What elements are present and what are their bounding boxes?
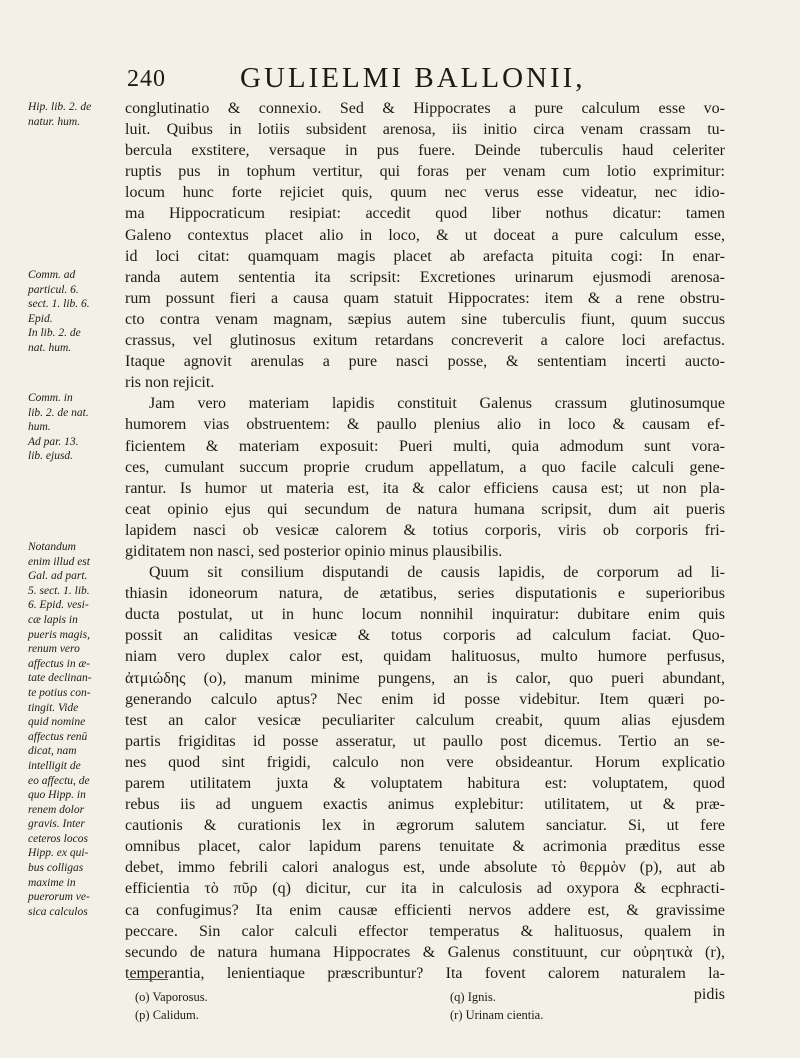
text-line: possit an caliditas vesicæ & totus corporis ad calculum faciat. Quo- [125,627,725,645]
text-line: ἀτμιώδης (o), manum minime pungens, an is calor, quo pueri abundant, [125,669,725,687]
text-line: Quum sit consilium disputandi de causis lapidis, de corporum ad li- [149,564,725,582]
margin-note-line: affectus renū [28,730,88,743]
margin-note-line: quid nomine [28,716,86,729]
text-line: Jam vero materiam lapidis constituit Galenus crassum glutinosumque [149,395,725,413]
margin-note-line: renem dolor [28,803,85,816]
margin-note-line: particul. 6. [28,283,79,296]
margin-note-line: 5. sect. 1. lib. [28,584,90,597]
margin-note-line: cæ lapis in [28,613,78,626]
margin-note-line: pueris magis, [28,628,90,641]
margin-note-line: natur. hum. [28,115,81,128]
margin-note-line: dicat, nam [28,745,77,758]
margin-note-line: quo Hipp. in [28,789,86,802]
margin-note [28,100,128,129]
margin-note-line: lib. 2. de nat. [28,406,89,419]
margin-note-line: tingit. Vide [28,701,79,714]
text-line: lapidem nasci ob vesicæ calorem & totius corporis, viris ob corporis fri- [125,521,725,539]
text-line: generando calculo aptus? Nec enim id posse videbitur. Item quæri po- [125,690,725,708]
margin-note-line: te potius con- [28,686,91,699]
text-line: cto contra venam magnam, sæpius autem sine tuberculis fiunt, quum succus [125,310,725,328]
margin-note-line: In lib. 2. de [28,327,81,340]
margin-note-line: gravis. Inter [28,818,85,831]
margin-note [28,268,128,356]
text-line: ruptis pus in tophum vertitur, qui foras per venam cum lotio exprimitur: [125,163,725,181]
text-line: crassus, vel glutinosus exitum retardans concreverit a calore loci arefactus. [125,332,725,350]
text-line: test an calor vesicæ peculiariter calculum creabit, quum alias ejusdem [125,711,725,729]
margin-note-line: Ad par. 13. [28,435,79,448]
main-text [125,98,725,1005]
footnote: (p) Calidum. [135,1008,199,1022]
text-line: ma Hippocraticum resipiat: accedit quod liber nothus dicatur: tamen [125,205,725,223]
margin-note-line: tate declinan- [28,672,92,685]
text-line: ces, cumulant succum proprie crudum appellatum, a quo facile calculi gene- [125,458,725,476]
text-line: thiasin idoneorum natura, de ætatibus, series disputationis e superioribus [125,585,725,603]
margin-note-line: ceteros locos [28,832,88,845]
text-line: conglutinatio & connexio. Sed & Hippocrates a pure calculum esse vo- [125,100,725,117]
text-line: Itaque agnovit arenulas a pure nasci posse, & sententiam incerti aucto- [125,353,725,371]
text-line: giditatem non nasci, sed posterior opinio minus plausibilis. [125,542,503,560]
text-line: efficientia τὸ πῦρ (q) dicitur, cur ita in calculosis ad oxypora & ecphracti- [125,880,725,898]
margin-note-line: renum vero [28,643,80,656]
text-line: ducta postulat, ut in hunc locum nonnihil inquiratur: dubitare enim quis [125,606,725,624]
margin-note-line: intelligit de [28,759,81,772]
text-line: Galeno contextus placet alio in loco, & ut doceat a pure calculum esse, [125,226,725,244]
margin-note-line: sect. 1. lib. 6. [28,298,90,311]
margin-note-line: eo affectu, de [28,774,90,787]
margin-note-line: Hip. lib. 2. de [28,101,92,113]
text-line: locum hunc forte rejiciet quis, quum nec verus esse videatur, nec idio- [125,184,725,202]
text-line: temperantia, lenientiaque præscribuntur? Ita fovent calorem naturalem la- [125,964,725,982]
page-number: 240 [127,66,166,92]
text-line: humorem vias obstruentem: & paullo plenius alio in loco & causam ef- [125,416,725,434]
text-line: ceat opinio ejus qui secundum de natura humana scripsit, dum ait pueris [125,500,725,518]
text-line: pidis [693,985,725,1003]
text-line: peccare. Sin calor calculi effector temperatus & halituosus, qualem in [125,922,725,940]
text-line: debet, immo febrili calori analogus est, unde absolute τὸ θερμὸν (p), aut ab [125,859,725,877]
margin-note-line: nat. hum. [28,341,72,354]
text-line: rebus iis ad unguem exactis animus explebitur: utilitatem, ut & præ- [125,796,725,814]
footnote: (q) Ignis. [450,990,496,1004]
text-line: secundo de natura humana Hippocrates & Galenus constituunt, cur οὐρητικὰ (r), [125,943,725,961]
margin-note-line: Comm. in [28,392,73,404]
margin-note-line: Gal. ad part. [28,570,88,583]
margin-note-line: Notandum [28,541,76,553]
margin-note-line: enim illud est [28,555,90,568]
margin-note-line: puerorum ve- [28,891,90,904]
margin-note-line: Hipp. ex qui- [28,847,89,860]
text-line: ris non rejicit. [125,374,215,392]
text-line: nes quod sint frigidi, calculo non vere obsideantur. Horum explicatio [125,753,725,771]
text-line: niam vero duplex calor est, quidam halituosus, multo humore perfusus, [125,648,725,666]
text-line: parem utilitatem juxta & voluptatem habitura est: voluptatem, quod [125,775,725,792]
margin-note [28,540,128,919]
text-line: omnibus placet, calor lapidum parens tenuitate & acrimonia præditus esse [125,838,725,856]
margin-note-line: lib. ejusd. [28,450,74,463]
margin-note-line: Comm. ad [28,269,76,281]
text-line: cautionis & curationis lex in ægrorum salutem sanciatur. Si, ut fere [125,817,725,835]
footnote: (o) Vaporosus. [135,990,208,1004]
margin-note-line: bus colligas [28,862,84,875]
margin-note-line: hum. [28,421,51,434]
text-line: id loci citat: quamquam magis placet ab arefacta pituita cogi: In enar- [125,247,725,265]
margin-note-line: Epid. [28,312,53,325]
margin-note [28,391,128,464]
text-line: luit. Quibus in lotiis subsident arenosa, iis initio circa venam crassam tu- [125,121,725,139]
margin-note-line: maxime in [28,876,76,889]
margin-note-line: affectus in æ- [28,657,90,670]
margin-note-line: 6. Epid. vesi- [28,599,89,612]
text-line: bercula exstitere, versaque in pus fuere. Deinde tuberculis haud celeriter [125,142,725,160]
text-line: rantur. Is humor ut materia est, ita & calor efficiens causa est; ut non pla- [125,479,725,497]
text-line: randa autem sententia ita scripsit: Excretiones urinarum ejusmodi arenosa- [125,268,725,286]
footnote-rule [128,979,168,980]
footnotes-right [450,988,543,1024]
text-line: partis frigiditas id posse asseratur, ut paullo post dicemus. Tertio an se- [125,732,725,750]
footnotes-left [135,988,208,1024]
text-line: ca confugimus? Ita enim causæ efficienti nervos addere est, & gravissime [125,901,725,919]
running-title: GULIELMI BALLONII, [240,62,586,94]
text-line: ficientem & materiam exposuit: Pueri multi, quia admodum sunt vora- [125,437,725,455]
footnote: (r) Urinam cientia. [450,1008,544,1022]
margin-note-line: sica calculos [28,905,88,918]
text-line: rum possunt fieri a causa quam statuit Hippocrates: item & a rene obstru- [125,289,725,307]
